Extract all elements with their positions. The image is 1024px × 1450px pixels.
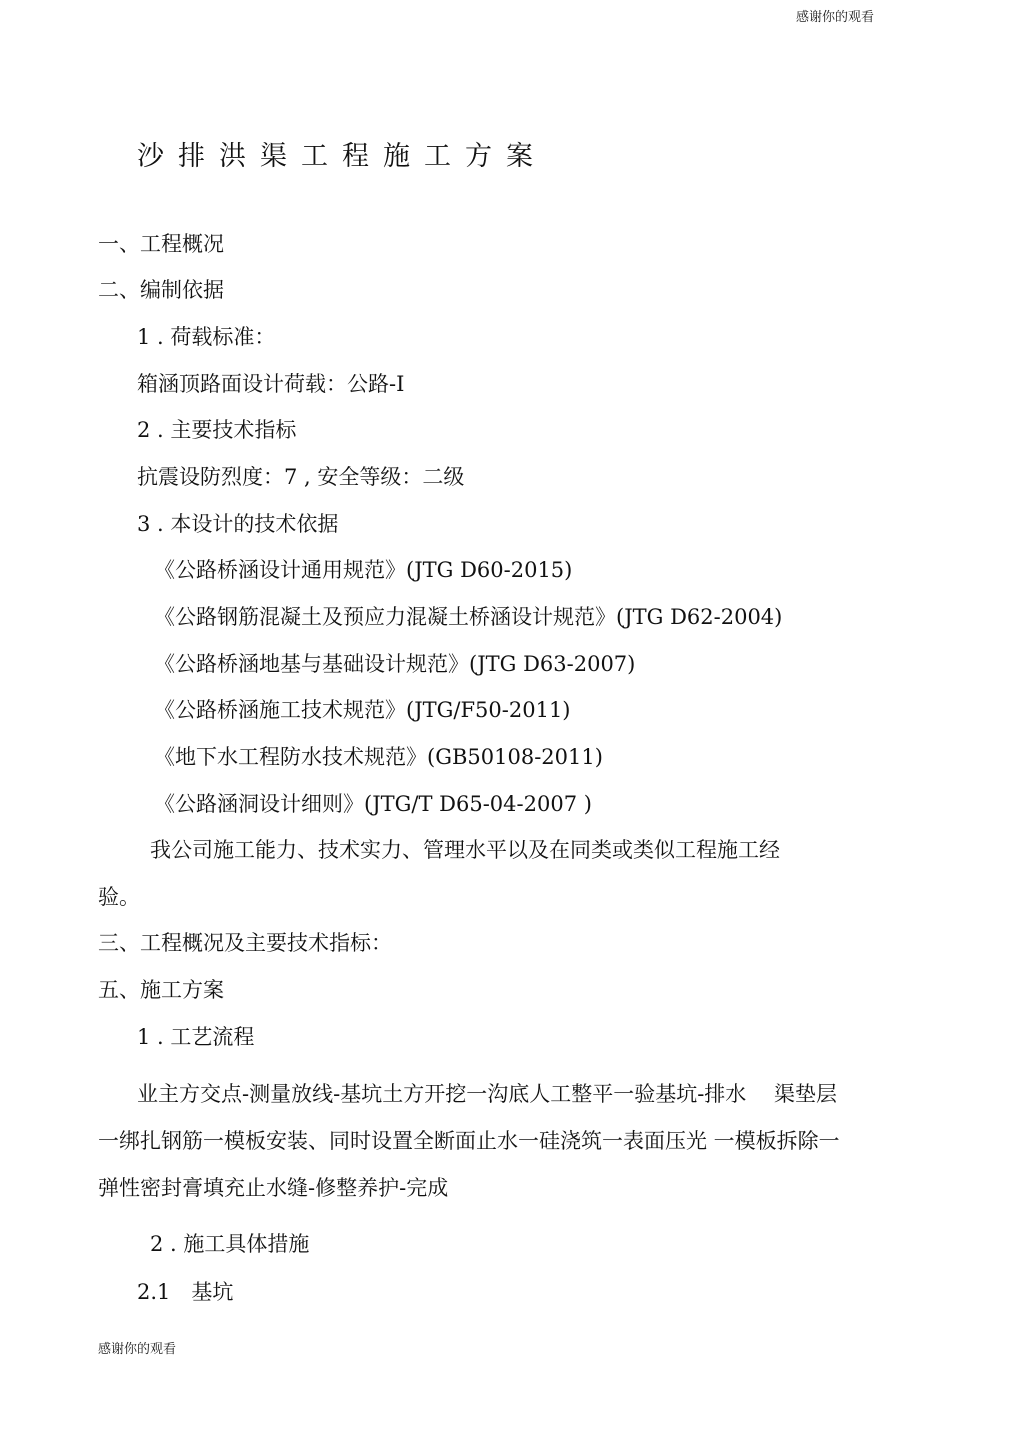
section-heading-2: 二、编制依据 bbox=[98, 278, 224, 302]
document-title: 沙排洪渠工程施工方案 bbox=[137, 141, 547, 172]
text-tech-indicators: 抗震设防烈度：7 , 安全等级：二级 bbox=[137, 465, 465, 489]
page-footer: 感谢你的观看 bbox=[98, 1342, 177, 1357]
process-flow-line3: 弹性密封膏填充止水缝-修整养护-完成 bbox=[98, 1176, 449, 1200]
company-statement-line1: 我公司施工能力、技术实力、管理水平以及在同类或类似工程施工经 bbox=[150, 838, 780, 862]
subheading-foundation-pit: 2.1 基坑 bbox=[137, 1280, 234, 1304]
subheading-process-flow: 1 . 工艺流程 bbox=[137, 1025, 255, 1049]
company-statement-line2: 验。 bbox=[98, 885, 140, 909]
subheading-construction-measures: 2 . 施工具体措施 bbox=[150, 1232, 310, 1256]
reference-item: 《公路涵洞设计细则》(JTG/T D65-04-2007 ) bbox=[154, 792, 592, 816]
reference-item: 《地下水工程防水技术规范》(GB50108-2011) bbox=[154, 745, 603, 769]
section-heading-5: 五、施工方案 bbox=[98, 978, 224, 1002]
reference-item: 《公路桥涵施工技术规范》(JTG/F50-2011) bbox=[154, 698, 571, 722]
page-header: 感谢你的观看 bbox=[796, 10, 875, 25]
reference-item: 《公路钢筋混凝土及预应力混凝土桥涵设计规范》(JTG D62-2004) bbox=[154, 605, 783, 629]
reference-item: 《公路桥涵地基与基础设计规范》(JTG D63-2007) bbox=[154, 652, 636, 676]
subheading-load-standard: 1 . 荷载标准： bbox=[137, 325, 276, 349]
text-load-standard: 箱涵顶路面设计荷载：公路-I bbox=[137, 372, 405, 396]
reference-item: 《公路桥涵设计通用规范》(JTG D60-2015) bbox=[154, 558, 573, 582]
process-flow-line1: 业主方交点-测量放线-基坑土方开挖一沟底人工整平一验基坑-排水 渠垫层 bbox=[137, 1082, 837, 1106]
process-flow-line2: 一绑扎钢筋一模板安装、同时设置全断面止水一硅浇筑一表面压光 一模板拆除一 bbox=[98, 1129, 840, 1153]
subheading-design-basis: 3 . 本设计的技术依据 bbox=[137, 512, 339, 536]
section-heading-1: 一、工程概况 bbox=[98, 232, 224, 256]
section-heading-3: 三、工程概况及主要技术指标： bbox=[98, 931, 392, 955]
subheading-tech-indicators: 2 . 主要技术指标 bbox=[137, 418, 297, 442]
